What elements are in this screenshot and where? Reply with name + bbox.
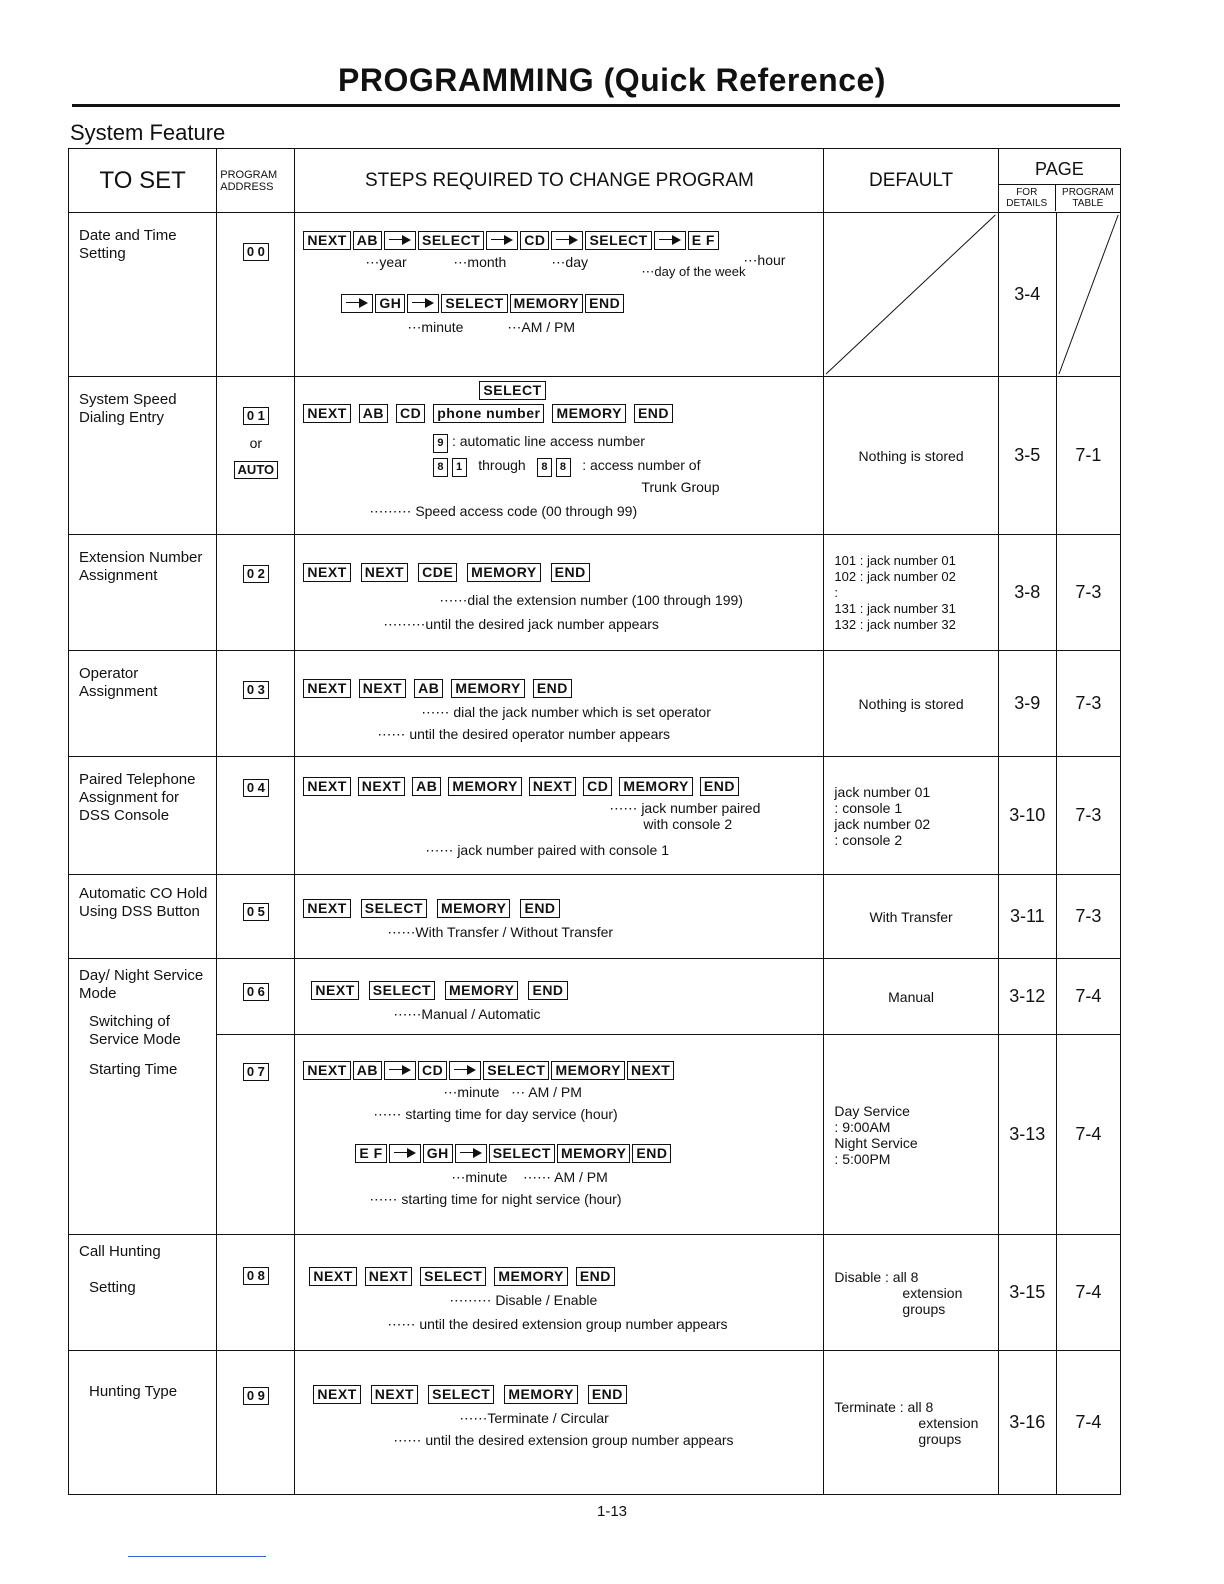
note: ⋯⋯⋯until the desired jack number appears — [383, 616, 659, 632]
steps-cell — [295, 213, 824, 377]
program-address — [217, 1235, 295, 1351]
select-loop — [479, 381, 819, 400]
page-table: 7-1 — [1056, 377, 1120, 535]
key: CD — [583, 777, 612, 796]
program-address — [217, 535, 295, 651]
key: NEXT — [303, 1061, 350, 1080]
default-value: Disable : all 8 extension groups — [824, 1235, 998, 1351]
program-address — [217, 377, 295, 535]
key: MEMORY — [551, 1061, 624, 1080]
key: NEXT — [365, 1267, 412, 1286]
feature-label: Call Hunting — [79, 1243, 161, 1260]
key: MEMORY — [445, 981, 518, 1000]
note: Trunk Group — [641, 479, 720, 495]
key: NEXT — [371, 1385, 418, 1404]
default-value: With Transfer — [824, 875, 998, 959]
program-address — [217, 651, 295, 757]
row-paired-telephone — [69, 757, 1121, 875]
feature-label: System Speed Dialing Entry — [69, 377, 217, 535]
address-key: 0 7 — [243, 1063, 269, 1081]
key: END — [551, 563, 590, 582]
feature-cell — [69, 1351, 217, 1495]
key: SELECT — [479, 381, 545, 400]
address-key: 0 0 — [243, 243, 269, 261]
key: MEMORY — [451, 679, 524, 698]
note: ⋯day — [551, 254, 588, 270]
page-details: 3-16 — [998, 1351, 1056, 1495]
arrow-key-icon — [455, 1144, 487, 1163]
key: NEXT — [303, 231, 350, 250]
note: ⋯⋯ until the desired operator number appears — [377, 726, 671, 742]
program-address — [217, 1035, 295, 1235]
key: GH — [423, 1144, 453, 1163]
key: NEXT — [303, 563, 350, 582]
page-details: 3-5 — [998, 377, 1056, 535]
note: 9 : automatic line access number — [433, 431, 819, 453]
diagonal-slash-icon — [1057, 213, 1120, 376]
steps-cell — [295, 875, 824, 959]
address-key: 0 4 — [243, 779, 269, 797]
auto-key: AUTO — [234, 461, 279, 479]
note: ⋯minute — [407, 319, 464, 335]
page-table: 7-3 — [1056, 757, 1120, 875]
key-sequence — [303, 679, 819, 698]
key: NEXT — [309, 1267, 356, 1286]
program-address — [217, 875, 295, 959]
feature-label: Day/ Night Service Mode — [79, 967, 204, 1002]
arrow-key-icon — [486, 231, 518, 250]
note: ⋯⋯⋯ Speed access code (00 through 99) — [369, 503, 638, 519]
note: ⋯⋯ jack number paired with console 1 — [425, 842, 669, 858]
key: SELECT — [483, 1061, 549, 1080]
address-key: 0 3 — [243, 681, 269, 699]
sub-label: Hunting Type — [89, 1383, 178, 1400]
address-key: 0 2 — [243, 565, 269, 583]
key: NEXT — [358, 777, 405, 796]
feature-label: Automatic CO Hold Using DSS Button — [69, 875, 217, 959]
key: MEMORY — [467, 563, 540, 582]
page-table-empty — [1056, 213, 1120, 377]
title-rule — [72, 104, 1120, 107]
page-table: 7-4 — [1056, 959, 1120, 1035]
note: ⋯day of the week — [641, 264, 746, 279]
arrow-key-icon — [551, 231, 583, 250]
default-empty — [824, 213, 998, 377]
key: NEXT — [303, 777, 350, 796]
page-title: PROGRAMMING (Quick Reference) — [338, 62, 886, 98]
key: AB — [353, 1061, 382, 1080]
page-details: 3-12 — [998, 959, 1056, 1035]
key: NEXT — [361, 563, 408, 582]
row-call-hunting-setting — [69, 1235, 1121, 1351]
key: END — [588, 1385, 627, 1404]
default-value: Terminate : all 8 extension groups — [824, 1351, 998, 1495]
note: ⋯⋯ until the desired extension group number appears — [393, 1432, 734, 1448]
program-address — [217, 213, 295, 377]
row-hunting-type — [69, 1351, 1121, 1495]
row-speed-dialing — [69, 377, 1121, 535]
note: ⋯year — [365, 254, 407, 270]
key-sequence — [303, 231, 819, 250]
sub-label: Switching of Service Mode — [89, 1013, 181, 1048]
header-default: DEFAULT — [824, 149, 998, 213]
note: ⋯month — [453, 254, 507, 270]
arrow-key-icon — [654, 231, 686, 250]
key: MEMORY — [448, 777, 521, 796]
blue-underline — [128, 1556, 266, 1557]
key-sequence — [303, 777, 819, 796]
key: END — [533, 679, 572, 698]
key: NEXT — [303, 679, 350, 698]
key: GH — [375, 294, 405, 313]
key-sequence — [313, 1385, 819, 1404]
arrow-key-icon — [449, 1061, 481, 1080]
steps-cell — [295, 651, 824, 757]
key: NEXT — [313, 1385, 360, 1404]
row-operator — [69, 651, 1121, 757]
key: MEMORY — [437, 899, 510, 918]
steps-cell — [295, 757, 824, 875]
program-address — [217, 959, 295, 1035]
quick-reference-table — [68, 148, 1121, 1495]
key: phone number — [433, 404, 544, 423]
key-sequence — [303, 404, 819, 423]
key: SELECT — [585, 231, 651, 250]
note: ⋯⋯Manual / Automatic — [393, 1006, 541, 1022]
key: SELECT — [369, 981, 435, 1000]
key: END — [528, 981, 567, 1000]
steps-cell — [295, 1235, 824, 1351]
default-value: Day Service : 9:00AM Night Service : 5:00PM — [824, 1035, 998, 1235]
page-table: 7-3 — [1056, 875, 1120, 959]
key-sequence — [341, 294, 819, 313]
page-details: 3-13 — [998, 1035, 1056, 1235]
step-notes — [303, 313, 819, 339]
header-program-table: PROGRAM TABLE — [1062, 186, 1114, 209]
feature-label: Paired Telephone Assignment for DSS Console — [69, 757, 217, 875]
arrow-key-icon — [407, 294, 439, 313]
key-sequence — [355, 1144, 819, 1163]
page-details: 3-11 — [998, 875, 1056, 959]
note: ⋯⋯ until the desired extension group number appears — [387, 1316, 728, 1332]
feature-cell — [69, 959, 217, 1235]
note: 8 1 through 8 8 : access number of — [433, 455, 819, 477]
steps-cell — [295, 1351, 824, 1495]
key: END — [576, 1267, 615, 1286]
page-table: 7-4 — [1056, 1351, 1120, 1495]
row-date-time — [69, 213, 1121, 377]
key-sequence — [309, 1267, 819, 1286]
key: MEMORY — [494, 1267, 567, 1286]
key: E F — [355, 1144, 386, 1163]
address-key: 0 9 — [243, 1387, 269, 1405]
row-extension-number — [69, 535, 1121, 651]
row-co-hold — [69, 875, 1121, 959]
program-address — [217, 757, 295, 875]
page-number: 1-13 — [596, 1503, 628, 1520]
sub-label: Setting — [89, 1279, 136, 1296]
page-details: 3-8 — [998, 535, 1056, 651]
key: SELECT — [418, 231, 484, 250]
steps-cell — [295, 1035, 824, 1235]
key: AB — [412, 777, 441, 796]
note: ⋯⋯dial the extension number (100 through 199) — [439, 592, 743, 608]
key: SELECT — [489, 1144, 555, 1163]
row-day-night-switching — [69, 959, 1121, 1035]
key: NEXT — [529, 777, 576, 796]
note: ⋯⋯ dial the jack number which is set operator — [421, 704, 711, 720]
note: ⋯⋯⋯ Disable / Enable — [449, 1292, 598, 1308]
key: NEXT — [359, 679, 406, 698]
note: ⋯⋯ jack number paired — [609, 800, 761, 816]
feature-label: Operator Assignment — [69, 651, 217, 757]
feature-cell — [69, 1235, 217, 1351]
header-program-address: PROGRAM ADDRESS — [217, 149, 295, 213]
key: CD — [418, 1061, 447, 1080]
header-steps: STEPS REQUIRED TO CHANGE PROGRAM — [295, 149, 824, 213]
note: ⋯minute ⋯ AM / PM — [443, 1084, 582, 1100]
page-table: 7-4 — [1056, 1235, 1120, 1351]
key-sequence — [303, 899, 819, 918]
header-to-set: TO SET — [69, 149, 217, 213]
note: with console 2 — [643, 816, 733, 832]
default-value: Nothing is stored — [824, 377, 998, 535]
feature-label: Date and Time Setting — [69, 213, 217, 377]
key: AB — [359, 404, 388, 423]
steps-cell — [295, 535, 824, 651]
feature-label: Extension Number Assignment — [69, 535, 217, 651]
key: MEMORY — [510, 294, 583, 313]
key: MEMORY — [557, 1144, 630, 1163]
arrow-key-icon — [384, 231, 416, 250]
page-table: 7-3 — [1056, 535, 1120, 651]
diagonal-slash-icon — [824, 213, 997, 376]
key: MEMORY — [552, 404, 625, 423]
page-details: 3-4 — [998, 213, 1056, 377]
page-table: 7-3 — [1056, 651, 1120, 757]
header-row — [69, 149, 1121, 213]
sub-label: Starting Time — [89, 1061, 178, 1078]
note: ⋯hour — [743, 252, 786, 268]
key-sequence — [303, 563, 819, 582]
default-value: jack number 01 : console 1 jack number 02 : console 2 — [824, 757, 998, 875]
address-key: 0 6 — [243, 983, 269, 1001]
key: CD — [396, 404, 425, 423]
address-key: 0 5 — [243, 903, 269, 921]
default-value: Manual — [824, 959, 998, 1035]
key: SELECT — [420, 1267, 486, 1286]
key: NEXT — [311, 981, 358, 1000]
page-details: 3-9 — [998, 651, 1056, 757]
header-page-label: PAGE — [1035, 158, 1084, 179]
page-details: 3-10 — [998, 757, 1056, 875]
key: AB — [353, 231, 382, 250]
key: SELECT — [441, 294, 507, 313]
key: MEMORY — [619, 777, 692, 796]
key: END — [520, 899, 559, 918]
page-details: 3-15 — [998, 1235, 1056, 1351]
note: ⋯⋯Terminate / Circular — [459, 1410, 609, 1426]
note: ⋯⋯ starting time for day service (hour) — [373, 1106, 618, 1122]
address-key: 0 1 — [243, 407, 269, 425]
steps-cell — [295, 377, 824, 535]
note: ⋯⋯With Transfer / Without Transfer — [387, 924, 614, 940]
key: NEXT — [303, 899, 350, 918]
row-starting-time — [69, 1035, 1121, 1235]
note: ⋯minute ⋯⋯ AM / PM — [451, 1169, 608, 1185]
key: CD — [520, 231, 549, 250]
section-heading: System Feature — [70, 120, 226, 145]
address-key: 0 8 — [243, 1267, 269, 1285]
arrow-key-icon — [384, 1061, 416, 1080]
arrow-key-icon — [341, 294, 373, 313]
key: NEXT — [303, 404, 350, 423]
key: AB — [414, 679, 443, 698]
key: END — [700, 777, 739, 796]
header-for-details: FOR DETAILS — [999, 185, 1056, 211]
key: END — [585, 294, 624, 313]
note: ⋯⋯ starting time for night service (hour) — [369, 1191, 622, 1207]
key: NEXT — [627, 1061, 674, 1080]
steps-cell — [295, 959, 824, 1035]
header-page — [998, 149, 1120, 213]
page-table: 7-4 — [1056, 1035, 1120, 1235]
key: END — [634, 404, 673, 423]
key: MEMORY — [504, 1385, 577, 1404]
key: SELECT — [428, 1385, 494, 1404]
key: SELECT — [361, 899, 427, 918]
key: CDE — [418, 563, 457, 582]
key: E F — [688, 231, 719, 250]
program-address — [217, 1351, 295, 1495]
arrow-key-icon — [389, 1144, 421, 1163]
default-value: 101 : jack number 01 102 : jack number 02 : 131 : jack number 31 132 : jack number 32 — [824, 535, 998, 651]
key-sequence — [303, 1061, 819, 1080]
step-notes — [303, 250, 819, 290]
note: ⋯AM / PM — [507, 319, 576, 335]
key: END — [632, 1144, 671, 1163]
default-value: Nothing is stored — [824, 651, 998, 757]
key-sequence — [311, 981, 819, 1000]
or-label: or — [249, 435, 263, 451]
